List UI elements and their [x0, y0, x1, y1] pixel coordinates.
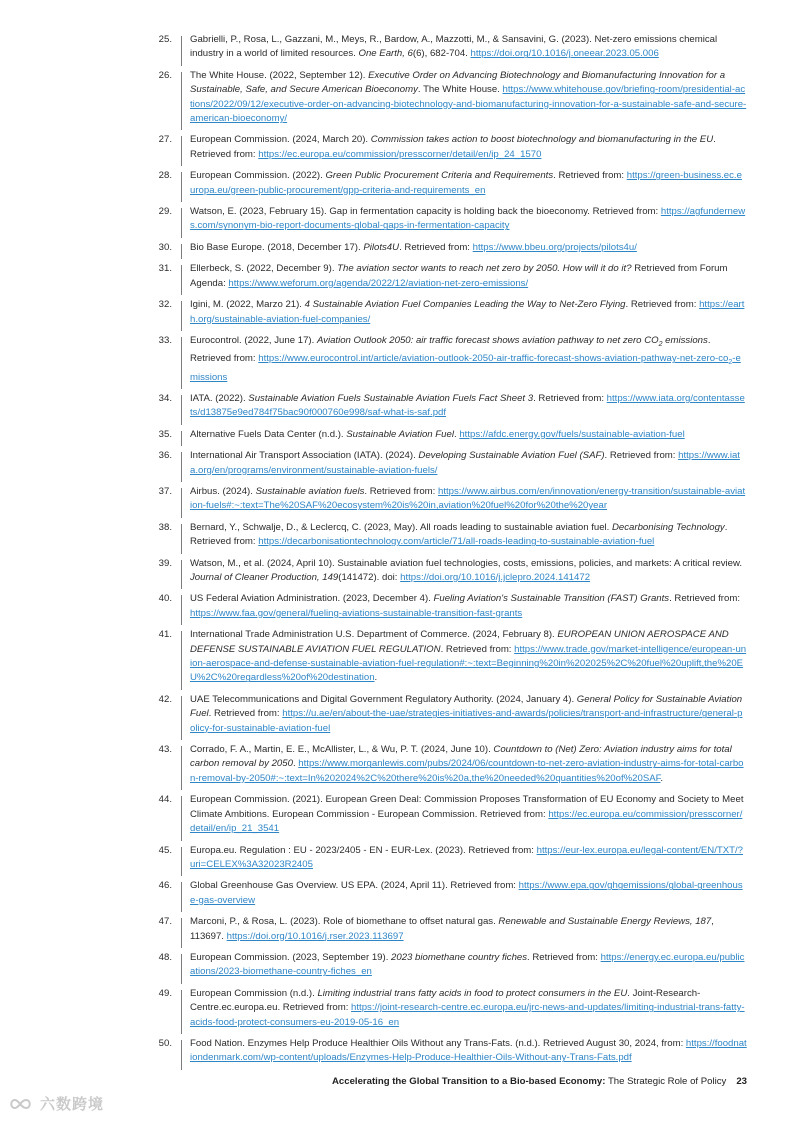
reference-plain-text: , 113697.	[190, 916, 714, 942]
reference-item	[0, 485, 793, 514]
reference-item	[0, 33, 793, 62]
page-number: 23	[736, 1076, 747, 1087]
reference-text	[190, 522, 727, 547]
reference-plain-text: Alternative Fuels Data Center (n.d.).	[190, 428, 347, 440]
reference-plain-text: . The White House.	[417, 84, 503, 96]
reference-text	[190, 429, 685, 440]
reference-plain-text: Airbus. (2024).	[190, 485, 256, 497]
reference-divider	[181, 847, 182, 877]
reference-number: 35.	[158, 428, 172, 440]
reference-link[interactable]: https://www.whitehouse.gov/briefing-room/presidential-actions/2022/09/12/executive-order-on-advancing-biotechnology-and-biomanufacturing-innovation-for-a-sustainable-safe-and-secure-american-bioeconomy/	[190, 84, 747, 125]
infinity-logo-icon	[8, 1097, 36, 1111]
reference-text	[190, 952, 744, 977]
reference-plain-text: . Retrieved from:	[190, 134, 716, 160]
reference-number: 50.	[158, 1037, 172, 1049]
reference-italic-title: Developing Sustainable Aviation Fuel (SAF)	[418, 450, 605, 462]
reference-italic-title: General Policy for Sustainable Aviation Fuel	[190, 693, 743, 720]
reference-divider	[181, 796, 182, 840]
reference-link[interactable]: https://www.morganlewis.com/pubs/2024/06/countdown-to-net-zero-aviation-industry-aims-for-total-carbon-removal-by-2050#:~:text=In%202024%2C%20there%20is%20a,the%20needed%20quantities%20of%20SAF	[190, 758, 744, 784]
reference-number: 49.	[158, 987, 172, 999]
reference-divider	[181, 208, 182, 238]
watermark-text: 六数跨境	[40, 1096, 105, 1113]
reference-item	[0, 793, 793, 836]
reference-plain-text: .	[660, 772, 664, 784]
reference-divider	[181, 595, 182, 625]
reference-number: 37.	[158, 485, 172, 497]
reference-divider	[181, 631, 182, 690]
reference-link[interactable]: https://www.weforum.org/agenda/2022/12/aviation-net-zero-emissions/	[228, 277, 529, 289]
reference-text	[190, 744, 744, 784]
reference-item	[0, 1037, 793, 1066]
reference-plain-text: Eurocontrol. (2022, June 17).	[190, 334, 317, 346]
reference-italic-title: Aviation Outlook 2050: air traffic forecast shows aviation pathway to net zero CO	[316, 334, 659, 346]
reference-item	[0, 241, 793, 255]
reference-italic-title: 4 Sustainable Aviation Fuel Companies Leading the Way to Net-Zero Flying	[304, 299, 626, 311]
reference-item	[0, 169, 793, 198]
reference-link[interactable]: https://eur-lex.europa.eu/legal-content/EN/TXT/?uri=CELEX%3A32023R2405	[190, 844, 743, 870]
footer-title-rest: The Strategic Role of Policy	[605, 1076, 727, 1087]
reference-italic-title: Fueling Aviation's Sustainable Transition (FAST) Grants	[433, 593, 670, 605]
reference-plain-text: Bio Base Europe. (2018, December 17).	[190, 241, 364, 253]
reference-item	[0, 205, 793, 234]
reference-plain-text: Corrado, F. A., Martin, E. E., McAllister, L., & Wu, P. T. (2024, June 10).	[190, 744, 494, 756]
reference-plain-text: . Retrieved from:	[669, 593, 740, 605]
footer-title-bold: Accelerating the Global Transition to a Bio-based Economy:	[331, 1076, 606, 1087]
reference-item	[0, 987, 793, 1030]
reference-italic-title: Countdown to (Net) Zero: Aviation industry aims for total carbon removal by 2050	[190, 744, 732, 770]
reference-plain-text: . Joint-Research-Centre.ec.europa.eu. Retrieved from:	[190, 987, 701, 1014]
reference-item	[0, 879, 793, 908]
reference-text	[190, 393, 745, 418]
reference-item	[0, 262, 793, 291]
reference-divider	[181, 72, 182, 131]
reference-item	[0, 133, 793, 162]
reference-plain-text: European Commission. (2024, March 20).	[190, 134, 371, 146]
reference-link[interactable]: https://www.faa.gov/general/fueling-aviations-sustainable-transition-fast-grants	[190, 607, 523, 619]
reference-link[interactable]: https://www.iata.org/contentassets/d13875e9ed784f75bac90f000760e998/saf-what-is-saf.pdf	[190, 392, 745, 419]
reference-plain-text: . Retrieved from:	[533, 392, 607, 404]
reference-plain-text: Global Greenhouse Gas Overview. US EPA. (2024, April 11). Retrieved from:	[190, 880, 519, 892]
reference-number: 48.	[158, 951, 172, 963]
reference-item	[0, 693, 793, 736]
reference-link[interactable]: https://foodnationdenmark.com/wp-content/uploads/Enzymes-Help-Produce-Healthier-Oils-Without-any-Trans-Fats.pdf	[190, 1037, 747, 1064]
reference-divider	[181, 337, 182, 389]
reference-italic-title: Sustainable Aviation Fuels Sustainable Aviation Fuels Fact Sheet 3	[248, 392, 534, 404]
reference-text	[190, 206, 745, 231]
reference-item	[0, 69, 793, 127]
reference-plain-text: . Retrieved from:	[440, 643, 515, 655]
reference-item	[0, 392, 793, 421]
reference-divider	[181, 954, 182, 984]
page-footer	[332, 1076, 747, 1087]
reference-plain-text: . Retrieved from:	[399, 241, 473, 253]
reference-italic-title: 2023 biomethane country fiches	[391, 951, 528, 963]
reference-number: 45.	[158, 844, 172, 856]
reference-plain-text: (6), 682-704.	[412, 48, 471, 60]
reference-number: 36.	[158, 450, 172, 462]
reference-item	[0, 592, 793, 621]
reference-italic-title: The aviation sector wants to reach net zero by 2050. How will it do it?	[337, 263, 632, 275]
reference-number: 29.	[158, 206, 172, 218]
reference-divider	[181, 990, 182, 1034]
reference-plain-text: US Federal Aviation Administration. (2023, December 4).	[190, 593, 434, 605]
reference-number: 38.	[158, 521, 172, 533]
reference-plain-text: .	[374, 672, 378, 684]
reference-link[interactable]: https://doi.org/10.1016/j.rser.2023.113697	[226, 930, 404, 942]
reference-number: 47.	[158, 916, 172, 928]
reference-divider	[181, 244, 182, 259]
reference-link[interactable]: https://doi.org/10.1016/j.oneear.2023.05.006	[470, 48, 659, 60]
reference-text	[190, 845, 743, 870]
reference-divider	[181, 746, 182, 790]
reference-number: 34.	[158, 392, 172, 404]
reference-link[interactable]: https://joint-research-centre.ec.europa.eu/jrc-news-and-updates/limiting-industrial-trans-fatty-acids-food-protect-consumers-eu-2019-05-16_en	[190, 1002, 745, 1028]
reference-number: 44.	[158, 794, 172, 806]
reference-link[interactable]: https://www.trade.gov/market-intelligence/european-union-aerospace-and-defense-sustainable-aviation-fuel-regulation#:~:text=Beginning%20in%202025%2C%20fuel%20uplift,the%20EU%2C%20regardless%20of%20destination	[190, 643, 747, 684]
reference-plain-text: Marconi, P., & Rosa, L. (2023). Role of biomethane to offset natural gas.	[190, 916, 499, 928]
watermark-logo	[8, 1093, 104, 1114]
reference-link[interactable]: https://www.eurocontrol.int/article/aviation-outlook-2050-air-traffic-forecast-shows-aviation-pathway-net-zero-co	[258, 353, 729, 365]
reference-italic-title: EUROPEAN UNION AEROSPACE AND DEFENSE SUSTAINABLE AVIATION FUEL REGULATION	[190, 629, 729, 655]
reference-divider	[181, 1040, 182, 1070]
reference-link[interactable]: https://earth.org/sustainable-aviation-fuel-companies/	[190, 299, 745, 325]
reference-plain-text: . Retrieved from:	[527, 951, 601, 963]
reference-divider	[181, 301, 182, 331]
reference-plain-text: IATA. (2022).	[190, 392, 249, 404]
reference-italic-title: Commission takes action to boost biotechnology and biomanufacturing in the EU	[370, 134, 714, 146]
reference-divider	[181, 265, 182, 295]
reference-link[interactable]: https://doi.org/10.1016/j.jclepro.2024.141472	[400, 572, 591, 583]
reference-plain-text: Gabrielli, P., Rosa, L., Gazzani, M., Meys, R., Bardow, A., Mazzotti, M., & Sansavini, G. (2023). Net-zero emissions chemical industry in a world of limited resources.	[190, 34, 718, 60]
reference-divider	[181, 431, 182, 446]
reference-text	[190, 486, 745, 511]
reference-item	[0, 743, 793, 786]
reference-item	[0, 449, 793, 478]
reference-plain-text: . Retrieved from:	[190, 521, 728, 548]
reference-item	[0, 428, 793, 442]
reference-link[interactable]: https://agfundernews.com/synonym-bio-report-documents-global-gaps-in-fermentation-capacity	[190, 206, 746, 232]
reference-text	[190, 34, 717, 59]
reference-text	[190, 450, 740, 475]
reference-text	[190, 558, 742, 583]
reference-plain-text: European Commission. (2023, September 19).	[190, 951, 392, 963]
reference-plain-text: Food Nation. Enzymes Help Produce Healthier Oils Without any Trans-Fats. (n.d.). Retrieved August 30, 2024, from:	[190, 1037, 686, 1049]
reference-text	[190, 593, 740, 618]
reference-text	[190, 880, 743, 905]
reference-text	[190, 299, 744, 324]
reference-item	[0, 951, 793, 980]
reference-plain-text: Watson, E. (2023, February 15). Gap in fermentation capacity is holding back the bioeconomy. Retrieved from:	[190, 206, 661, 218]
reference-text	[190, 170, 742, 195]
reference-number: 28.	[158, 170, 172, 182]
reference-number: 43.	[158, 744, 172, 756]
reference-text	[190, 335, 741, 383]
reference-divider	[181, 172, 182, 202]
reference-link[interactable]: https://energy.ec.europa.eu/publications/2023-biomethane-country-fiches_en	[190, 951, 745, 978]
reference-italic-title: Decarbonising Technology	[612, 521, 725, 533]
reference-text	[190, 694, 742, 734]
reference-plain-text: Igini, M. (2022, Marzo 21).	[190, 299, 305, 311]
reference-plain-text: European Commission. (2021). European Green Deal: Commission Proposes Transformation of EU Economy and Society to Meet Climate Ambitions. European Commission - European Commission. Retrieved from:	[190, 794, 744, 820]
reference-divider	[181, 918, 182, 948]
reference-plain-text: .	[453, 428, 460, 440]
reference-divider	[181, 524, 182, 554]
reference-link[interactable]: https://afdc.energy.gov/fuels/sustainable-aviation-fuel	[459, 428, 685, 440]
reference-plain-text: International Trade Administration U.S. Department of Commerce. (2024, February 8).	[190, 629, 558, 641]
reference-italic-title: Green Public Procurement Criteria and Requirements	[325, 170, 554, 182]
reference-plain-text: International Air Transport Association (IATA). (2024).	[190, 450, 419, 462]
reference-text	[190, 1038, 747, 1063]
reference-link[interactable]: https://green-business.ec.europa.eu/green-public-procurement/gpp-criteria-and-requirements_en	[190, 170, 742, 196]
reference-italic-title: Sustainable Aviation Fuel	[346, 428, 454, 440]
reference-italic-title: Renewable and Sustainable Energy Reviews, 187	[498, 916, 712, 928]
reference-plain-text: Retrieved from Forum Agenda:	[190, 263, 728, 289]
reference-link[interactable]: https://www.iata.org/en/programs/environment/sustainable-aviation-fuels/	[190, 450, 740, 476]
reference-list	[0, 33, 793, 1073]
reference-italic-title: Sustainable aviation fuels	[255, 485, 365, 497]
reference-number: 42.	[158, 693, 172, 705]
reference-number: 41.	[158, 629, 172, 641]
reference-item	[0, 628, 793, 686]
reference-item	[0, 915, 793, 944]
reference-italic-title: Executive Order on Advancing Biotechnology and Biomanufacturing Innovation for a Sustainable, Safe, and Secure American Bioeconomy	[190, 69, 726, 96]
reference-italic-title: emissions	[662, 334, 708, 346]
reference-link[interactable]: https://www.airbus.com/en/innovation/energy-transition/sustainable-aviation-fuels#:~:text=The%20SAF%20ecosystem%20is%20in,aviation%20fuel%20for%20the%20year	[190, 485, 746, 512]
reference-text	[190, 263, 728, 288]
reference-plain-text: Watson, M., et al. (2024, April 10). Sustainable aviation fuel technologies, costs, emissions, policies, and markets: A critical review.	[190, 557, 743, 569]
reference-link[interactable]: -emissions	[190, 353, 741, 383]
reference-link[interactable]: https://decarbonisationtechnology.com/article/71/all-roads-leading-to-sustainable-aviation-fuel	[258, 536, 655, 548]
reference-plain-text: . Retrieved from:	[625, 299, 700, 311]
reference-plain-text: .	[292, 758, 299, 770]
reference-plain-text: Europa.eu. Regulation : EU - 2023/2405 - EN - EUR-Lex. (2023). Retrieved from:	[190, 844, 537, 856]
reference-number: 31.	[158, 263, 172, 275]
reference-plain-text: . Retrieved from:	[190, 334, 711, 365]
reference-text	[190, 70, 746, 124]
reference-plain-text: Bernard, Y., Schwalje, D., & Leclercq, C. (2023, May). All roads leading to sustainable aviation fuel.	[190, 521, 612, 533]
reference-text	[190, 134, 716, 159]
reference-plain-text: . Retrieved from:	[553, 170, 627, 182]
reference-divider	[181, 452, 182, 482]
reference-item	[0, 521, 793, 550]
reference-divider	[181, 36, 182, 66]
reference-item	[0, 334, 793, 385]
reference-link[interactable]: https://www.bbeu.org/projects/pilots4u/	[472, 241, 637, 253]
reference-plain-text: (141472). doi:	[338, 572, 401, 583]
reference-divider	[181, 395, 182, 425]
reference-text	[190, 916, 714, 941]
reference-plain-text: European Commission (n.d.).	[190, 987, 318, 999]
subscript: 2	[658, 340, 663, 348]
reference-divider	[181, 136, 182, 166]
reference-text	[190, 988, 745, 1028]
reference-italic-title: Journal of Cleaner Production, 149	[190, 572, 339, 583]
reference-plain-text: . Retrieved from:	[208, 708, 283, 720]
link-subscript[interactable]: 2	[728, 359, 733, 367]
reference-plain-text: UAE Telecommunications and Digital Government Regulatory Authority. (2024, January 4).	[190, 693, 577, 705]
reference-number: 30.	[158, 241, 172, 253]
reference-plain-text: . Retrieved from:	[364, 485, 438, 497]
reference-divider	[181, 882, 182, 912]
reference-text	[190, 242, 637, 253]
reference-number: 39.	[158, 557, 172, 569]
reference-plain-text: . Retrieved from:	[604, 450, 679, 462]
reference-divider	[181, 560, 182, 590]
reference-plain-text: European Commission. (2022).	[190, 170, 326, 182]
reference-plain-text: Ellerbeck, S. (2022, December 9).	[190, 263, 338, 275]
reference-number: 46.	[158, 880, 172, 892]
reference-link[interactable]: https://www.epa.gov/ghgemissions/global-greenhouse-gas-overview	[190, 880, 743, 906]
reference-number: 32.	[158, 299, 172, 311]
reference-item	[0, 298, 793, 327]
reference-divider	[181, 488, 182, 518]
reference-number: 25.	[158, 34, 172, 45]
reference-link[interactable]: https://ec.europa.eu/commission/presscorner/detail/en/ip_24_1570	[258, 148, 542, 160]
reference-item	[0, 557, 793, 586]
reference-text	[190, 629, 746, 683]
reference-number: 27.	[158, 134, 172, 146]
reference-text	[190, 794, 744, 834]
reference-link[interactable]: https://u.ae/en/about-the-uae/strategies-initiatives-and-awards/policies/transport-and-infrastructure/general-policy-for-sustainable-aviation-fuel	[190, 708, 743, 734]
reference-divider	[181, 696, 182, 740]
reference-item	[0, 844, 793, 873]
reference-number: 26.	[158, 69, 172, 81]
reference-number: 33.	[158, 334, 172, 346]
reference-link[interactable]: https://ec.europa.eu/commission/presscorner/detail/en/ip_21_3541	[190, 808, 743, 835]
reference-plain-text: The White House. (2022, September 12).	[190, 69, 369, 81]
reference-italic-title: One Earth, 6	[358, 48, 413, 60]
reference-italic-title: Pilots4U	[363, 241, 400, 253]
reference-italic-title: Limiting industrial trans fatty acids in food to protect consumers in the EU	[317, 987, 628, 999]
reference-number: 40.	[158, 593, 172, 605]
